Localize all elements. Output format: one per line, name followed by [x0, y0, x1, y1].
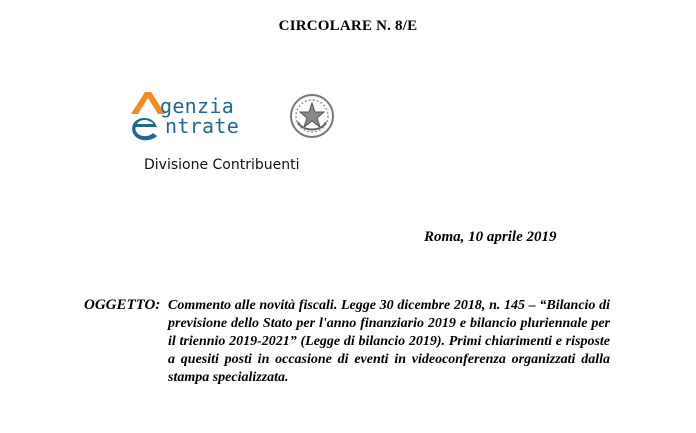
date-line: Roma, 10 aprile 2019 — [424, 229, 557, 245]
logo-text-entrate: ntrate — [165, 114, 240, 138]
circular-number: CIRCOLARE N. 8/E — [278, 18, 418, 34]
subject-text: Commento alle novità fiscali. Legge 30 dicembre 2018, n. 145 – “Bilancio di previsione dello Stato per l'anno finanziario 2019 e bilancio pluriennale per il triennio 2019-2021” (Legge di bilancio 2019). Primi chiarimenti e risposte a quesiti posti in occasione di eventi in videoconferenza organizzati dalla stampa specializzata. — [168, 298, 610, 385]
logo-text-agenzia: genzia — [160, 94, 235, 118]
italian-republic-emblem-icon — [288, 92, 336, 140]
division-name: Divisione Contribuenti — [144, 157, 300, 173]
subject-label: OGGETTO: — [84, 297, 161, 313]
